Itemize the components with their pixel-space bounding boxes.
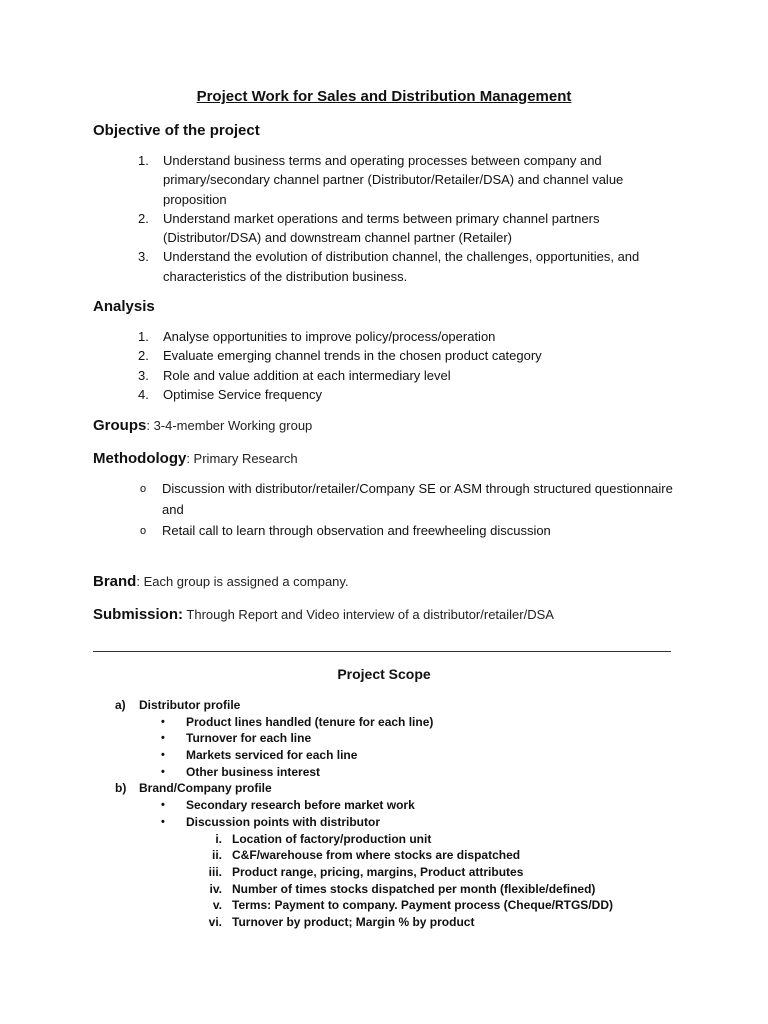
list-text: Turnover by product; Margin % by product bbox=[232, 914, 475, 929]
submission-label: Submission: bbox=[93, 606, 184, 623]
roman-numeral: iii. bbox=[208, 864, 222, 879]
bullet-icon: • bbox=[161, 732, 165, 745]
outline-marker: a) bbox=[115, 698, 126, 712]
bullet-icon: • bbox=[161, 815, 165, 828]
list-item bbox=[140, 479, 680, 520]
groups-value: : 3-4-member Working group bbox=[146, 418, 313, 433]
roman-numeral: i. bbox=[215, 831, 222, 846]
methodology-label: Methodology bbox=[93, 450, 187, 467]
list-text: Evaluate emerging channel trends in the chosen product category bbox=[163, 348, 542, 364]
sub-list-item bbox=[115, 897, 715, 914]
roman-numeral: ii. bbox=[211, 848, 222, 863]
roman-numeral: iv. bbox=[209, 881, 222, 896]
objective-list bbox=[138, 151, 678, 286]
list-item bbox=[138, 209, 678, 248]
bullet-icon: • bbox=[161, 749, 165, 762]
sub-list-item bbox=[115, 881, 715, 898]
groups-line bbox=[93, 417, 312, 434]
list-text: Understand the evolution of distribution channel, the challenges, opportunities, and characteristics of the distribution business. bbox=[163, 249, 640, 284]
list-text: Turnover for each line bbox=[186, 731, 312, 746]
list-item bbox=[115, 747, 715, 764]
analysis-list bbox=[138, 327, 678, 404]
sub-list-item bbox=[115, 847, 715, 864]
list-item bbox=[138, 151, 678, 209]
list-item bbox=[138, 385, 678, 404]
roman-numeral: vi. bbox=[208, 914, 222, 929]
roman-numeral: v. bbox=[212, 898, 222, 913]
list-item bbox=[115, 714, 715, 731]
list-text: Secondary research before market work bbox=[186, 798, 415, 813]
list-text: Role and value addition at each intermediary level bbox=[163, 367, 451, 383]
list-item bbox=[140, 521, 680, 542]
list-text: Number of times stocks dispatched per month (flexible/defined) bbox=[232, 881, 596, 896]
list-text: Understand market operations and terms between primary channel partners (Distributor/DSA) and downstream channel partner (Retailer) bbox=[163, 210, 600, 246]
bullet-icon: • bbox=[161, 765, 165, 778]
list-text: Other business interest bbox=[186, 764, 321, 779]
scope-item-a bbox=[115, 697, 715, 714]
list-number: 1. bbox=[138, 153, 149, 168]
list-item bbox=[138, 247, 678, 286]
list-item bbox=[115, 730, 715, 747]
bullet-icon: • bbox=[161, 715, 165, 728]
horizontal-divider bbox=[93, 651, 671, 652]
objective-heading: Objective of the project bbox=[93, 122, 260, 139]
outline-label: Distributor profile bbox=[139, 698, 241, 712]
list-number: 4. bbox=[138, 386, 149, 402]
list-item bbox=[138, 346, 678, 365]
outline-label: Brand/Company profile bbox=[139, 781, 272, 796]
list-item bbox=[138, 327, 678, 346]
methodology-value: : Primary Research bbox=[186, 451, 298, 466]
methodology-line bbox=[93, 450, 298, 467]
list-item bbox=[138, 366, 678, 385]
list-item bbox=[115, 764, 715, 781]
brand-line bbox=[93, 573, 349, 590]
list-number: 2. bbox=[138, 210, 149, 226]
circle-bullet-icon: o bbox=[140, 525, 147, 537]
list-text: C&F/warehouse from where stocks are dispatched bbox=[232, 848, 521, 863]
bullet-icon: • bbox=[161, 799, 165, 812]
groups-label: Groups bbox=[93, 417, 147, 434]
list-text: Discussion with distributor/retailer/Company SE or ASM through structured questionnaire and bbox=[162, 481, 673, 517]
list-text: Product range, pricing, margins, Product attributes bbox=[232, 864, 524, 879]
list-text: Markets serviced for each line bbox=[186, 748, 358, 763]
list-number: 2. bbox=[138, 348, 149, 364]
list-number: 3. bbox=[138, 249, 149, 265]
sub-list-item bbox=[115, 831, 715, 848]
list-item bbox=[115, 814, 715, 831]
scope-outline bbox=[115, 697, 715, 931]
list-number: 1. bbox=[138, 329, 149, 344]
list-text: Location of factory/production unit bbox=[232, 831, 432, 846]
submission-line bbox=[93, 606, 554, 623]
methodology-list bbox=[140, 479, 680, 543]
list-text: Analyse opportunities to improve policy/process/operation bbox=[163, 329, 496, 344]
submission-value: Through Report and Video interview of a distributor/retailer/DSA bbox=[183, 607, 554, 622]
analysis-heading: Analysis bbox=[93, 298, 155, 315]
sub-list-item bbox=[115, 914, 715, 931]
circle-bullet-icon: o bbox=[140, 483, 147, 495]
scope-item-b bbox=[115, 780, 715, 797]
scope-heading: Project Scope bbox=[337, 666, 431, 682]
list-text: Understand business terms and operating processes between company and primary/secondary channel partner (Distributor/Retailer/DSA) and channel value proposition bbox=[163, 153, 624, 207]
list-text: Discussion points with distributor bbox=[186, 814, 381, 829]
sub-list-item bbox=[115, 864, 715, 881]
outline-marker: b) bbox=[115, 781, 127, 796]
list-item bbox=[115, 797, 715, 814]
list-text: Retail call to learn through observation and freewheeling discussion bbox=[162, 523, 551, 538]
list-number: 3. bbox=[138, 367, 149, 383]
brand-label: Brand bbox=[93, 573, 137, 590]
document-title: Project Work for Sales and Distribution Management bbox=[196, 88, 572, 105]
brand-value: : Each group is assigned a company. bbox=[136, 574, 349, 589]
list-text: Product lines handled (tenure for each line) bbox=[186, 714, 434, 729]
list-text: Terms: Payment to company. Payment process (Cheque/RTGS/DD) bbox=[232, 898, 613, 913]
list-text: Optimise Service frequency bbox=[163, 386, 322, 402]
